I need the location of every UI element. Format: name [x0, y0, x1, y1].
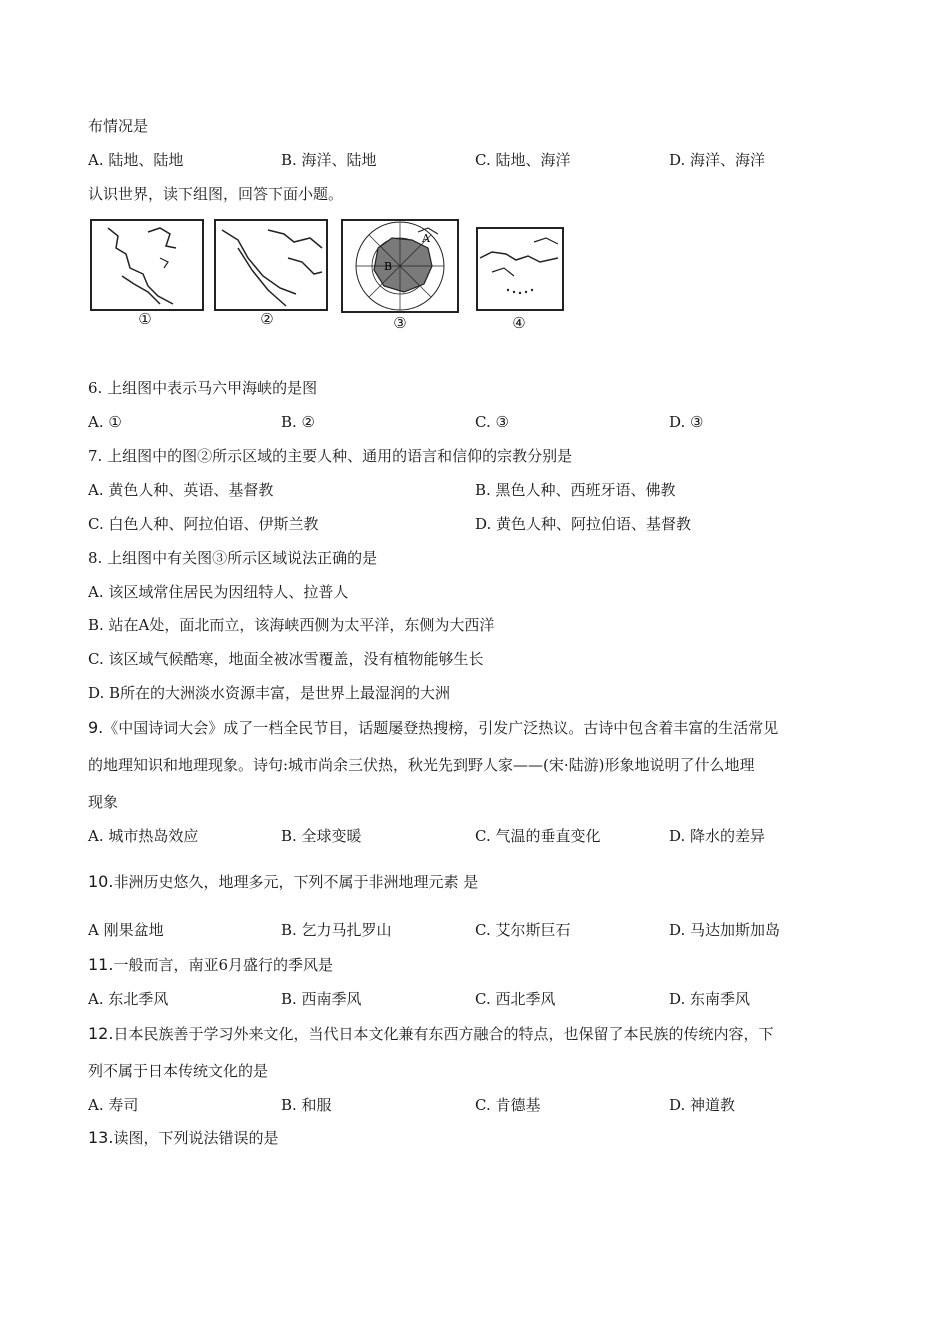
q10-stem [88, 872, 478, 892]
q6-option-d: D. ③ [669, 413, 704, 431]
q12-option-c: C. 肯德基 [475, 1096, 541, 1114]
q13-stem [88, 1128, 278, 1148]
map-label-2: ② [260, 310, 274, 328]
q12-option-a: A. 寿司 [88, 1096, 139, 1114]
q12-option-d: D. 神道教 [669, 1096, 736, 1114]
q5-stem-tail: 布情况是 [88, 117, 149, 135]
map-4-panel [477, 228, 563, 310]
q11-option-d: D. 东南季风 [669, 990, 751, 1008]
q9-option-d: D. 降水的差异 [669, 827, 766, 845]
q10-option-d: D. 马达加斯加岛 [669, 921, 781, 939]
q8-option-d: D. B所在的大洲淡水资源丰富，是世界上最湿润的大洲 [88, 684, 451, 702]
q10-number: 10. [88, 872, 114, 891]
q7-stem: 7. 上组图中的图②所示区域的主要人种、通用的语言和信仰的宗教分别是 [88, 447, 573, 465]
q5-option-a: A. 陆地、陆地 [88, 151, 184, 169]
q11-option-c: C. 西北季风 [475, 990, 556, 1008]
q6-option-c: C. ③ [475, 413, 509, 431]
q7-option-a: A. 黄色人种、英语、基督教 [88, 481, 274, 499]
q12-stem-line-1 [88, 1024, 773, 1044]
q5-option-d: D. 海洋、海洋 [669, 151, 766, 169]
map-label-4: ④ [512, 314, 526, 332]
q8-stem: 8. 上组图中有关图③所示区域说法正确的是 [88, 549, 378, 567]
map-3-letter-a: A [422, 232, 430, 245]
q12-option-b: B. 和服 [281, 1096, 332, 1114]
q11-number: 11. [88, 955, 114, 974]
q6-option-b: B. ② [281, 413, 316, 431]
map-2-panel [215, 220, 327, 310]
q5-option-b: B. 海洋、陆地 [281, 151, 377, 169]
q6-option-a: A. ① [88, 413, 122, 431]
map-label-1: ① [138, 310, 152, 328]
q6-stem: 6. 上组图中表示马六甲海峡的是图 [88, 379, 318, 397]
q11-stem [88, 955, 333, 975]
q9-stem-line-3: 现象 [88, 793, 119, 811]
q9-stem-line-2: 的地理知识和地理现象。诗句:城市尚余三伏热，秋光先到野人家——(宋·陆游)形象地说明了什么地理 [88, 756, 755, 774]
q8-option-c: C. 该区域气候酷寒，地面全被冰雪覆盖，没有植物能够生长 [88, 650, 484, 668]
q8-option-b: B. 站在A处，面北而立，该海峡西侧为太平洋，东侧为大西洋 [88, 616, 495, 634]
q12-stem-line-2: 列不属于日本传统文化的是 [88, 1062, 269, 1080]
q9-option-b: B. 全球变暖 [281, 827, 362, 845]
q7-option-c: C. 白色人种、阿拉伯语、伊斯兰教 [88, 515, 319, 533]
map-1-panel [91, 220, 203, 310]
q8-option-a: A. 该区域常住居民为因纽特人、拉普人 [88, 583, 349, 601]
q7-option-d: D. 黄色人种、阿拉伯语、基督教 [475, 515, 692, 533]
map-label-3: ③ [393, 314, 407, 332]
q12-stem-1: 日本民族善于学习外来文化，当代日本文化兼有东西方融合的特点，也保留了本民族的传统内容，下 [113, 1025, 774, 1043]
q9-number: 9. [88, 718, 104, 737]
q11-option-a: A. 东北季风 [88, 990, 169, 1008]
q9-stem-1: 《中国诗词大会》成了一档全民节目，话题屡登热搜榜，引发广泛热议。古诗中包含着丰富的生活常见 [103, 719, 779, 737]
map-3-letter-b: B [384, 260, 393, 273]
q11-option-b: B. 西南季风 [281, 990, 362, 1008]
q13-stem-text: 读图，下列说法错误的是 [113, 1129, 279, 1147]
q10-option-a: A 刚果盆地 [88, 921, 164, 939]
q9-option-a: A. 城市热岛效应 [88, 827, 199, 845]
map-panels [88, 218, 568, 318]
q12-number: 12. [88, 1024, 114, 1043]
q7-option-b: B. 黑色人种、西班牙语、佛教 [475, 481, 676, 499]
map-3-panel [342, 220, 458, 312]
q10-option-c: C. 艾尔斯巨石 [475, 921, 571, 939]
q11-stem-text: 一般而言，南亚6月盛行的季风是 [113, 956, 333, 974]
q13-number: 13. [88, 1128, 114, 1147]
section-intro: 认识世界，读下组图，回答下面小题。 [88, 185, 344, 203]
q10-option-b: B. 乞力马扎罗山 [281, 921, 392, 939]
q10-stem-text: 非洲历史悠久，地理多元，下列不属于非洲地理元素 是 [113, 873, 479, 891]
q5-option-c: C. 陆地、海洋 [475, 151, 571, 169]
q9-stem-line-1 [88, 718, 778, 738]
map-figure [88, 218, 568, 338]
q9-option-c: C. 气温的垂直变化 [475, 827, 601, 845]
